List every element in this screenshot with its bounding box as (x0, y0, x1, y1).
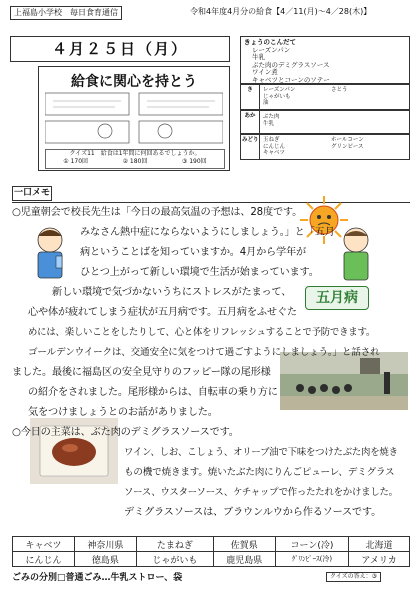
food-group-green (240, 134, 410, 160)
table-row (13, 552, 410, 567)
menu-item: ワイン煮 (252, 68, 278, 76)
date-banner (10, 36, 230, 62)
table-cell: コーン(冷) (275, 537, 348, 552)
food-item: グリンピース (331, 143, 364, 150)
food-item: ぶた肉 (263, 114, 280, 120)
table-row (13, 537, 410, 552)
table-cell: 神奈川県 (74, 537, 136, 552)
table-cell: じゃがいも (136, 552, 213, 567)
table-cell: 徳島県 (74, 552, 136, 567)
poster-illustrations (45, 91, 223, 145)
tired-child-illustration (334, 224, 378, 284)
food-item: レーズンパン (263, 87, 296, 93)
today-menu (240, 36, 410, 84)
ingredient-origin-table (12, 536, 410, 567)
memo-line: もの機で焼きます。焼いたぶた肉にりんごピューレ、デミグラス (124, 467, 395, 478)
thirsty-child-illustration (26, 224, 72, 288)
menu-item: レーズンパン (252, 45, 291, 54)
quiz-question: クイズ11 給食は1年間に何回あるでしょうか。 (69, 150, 201, 157)
may-sickness-badge: 五月病 (305, 286, 369, 310)
memo-line: の紹介をされました。尾形様からは、自転車の乗り方に (28, 387, 278, 398)
garbage-sorting-note: ごみの分別□普通ごみ…牛乳ストロー、袋 (12, 573, 183, 583)
memo-line: ゴールデンウイークは、交通安全に気をつけて過ごすようにしましょう。」と話され (28, 347, 380, 358)
table-cell: アメリカ (349, 552, 410, 567)
school-newsletter-title: 上福島小学校 毎日食育通信 (10, 6, 122, 20)
memo-line: ひとつ上がって新しい環境で生活が始まっています。 (80, 267, 319, 278)
food-group-yellow (240, 84, 410, 110)
memo-line: 気をつけましょうとのお話がありました。 (28, 407, 218, 418)
poster-heading: 給食に関心を持とう (71, 74, 197, 90)
food-group-red (240, 110, 410, 134)
menu-item: ぶた肉のデミグラスソース (252, 60, 330, 69)
memo-line: ○児童朝会で校長先生は「今日の最高気温の予想は、28度です。 (12, 207, 303, 218)
today-menu-label: きょうのこんだて (244, 38, 296, 46)
food-item: 油 (263, 100, 269, 106)
food-item: にんじん (263, 143, 286, 150)
menu-item: キャベツとコーンのソテー (252, 75, 330, 84)
table-cell: キャベツ (13, 537, 75, 552)
section-title-memo: 一口メモ (12, 186, 52, 201)
quiz-answer: クイズの答え：③ (326, 572, 381, 582)
memo-line: ました。最後に福島区の安全見守りのフッピー隊の尾形様 (12, 367, 271, 378)
memo-line: ワイン、しお、こしょう、オリーブ油で下味をつけたぶた肉を焼き (124, 447, 398, 458)
memo-line: ○今日の主菜は、ぶた肉のデミグラスソースです。 (12, 427, 239, 438)
lunch-poster (38, 66, 230, 171)
food-item: 玉ねぎ (263, 137, 280, 143)
table-cell: にんじん (13, 552, 75, 567)
group-label: あか (244, 113, 256, 119)
food-item: キャベツ (263, 150, 286, 156)
group-label: き (247, 87, 253, 93)
food-item: ホールコーン (331, 137, 364, 143)
table-cell: たまねぎ (136, 537, 213, 552)
memo-line: 病ということばを知っていますか。4月から学年が (80, 247, 307, 258)
memo-line: デミグラスソースは、ブラウンルウから作るソースです。 (124, 507, 382, 518)
quiz-option: ③ 190回 (181, 158, 207, 165)
quiz-box (45, 149, 225, 169)
memo-line: めには、楽しいことをしたりして、心と体をリフレッシュすることで予防できます。 (28, 327, 376, 338)
menu-period: 令和4年度4月分の給食【4／11(月)～4／28(木)】 (190, 7, 372, 16)
food-item: じゃがいも (263, 93, 291, 100)
food-item: さとう (331, 87, 348, 93)
memo-line: みなさん熱中症にならないようにしましょう。」と「五月 (80, 227, 335, 238)
menu-item: 牛乳 (252, 53, 265, 61)
table-cell: 鹿児島県 (213, 552, 275, 567)
table-cell: 佐賀県 (213, 537, 275, 552)
food-item: 牛乳 (263, 120, 275, 127)
table-cell: ｸﾞﾘﾝﾋﾟｰｽ(冷) (275, 552, 348, 567)
memo-line: ソース、ウスターソース、ケチャップで作ったたれをかけました。 (124, 487, 398, 498)
date-title: ４月２５日（月） (51, 40, 188, 58)
memo-line: 心や体が疲れてしまう症状が五月病です。五月病をふせぐた (28, 307, 297, 318)
table-cell: 北海道 (349, 537, 410, 552)
memo-line: 新しい環境で気づかないうちにストレスがたまって、 (52, 287, 292, 298)
group-label: みどり (242, 137, 259, 143)
quiz-option: ② 180回 (122, 158, 148, 165)
quiz-option: ① 170回 (63, 158, 89, 165)
